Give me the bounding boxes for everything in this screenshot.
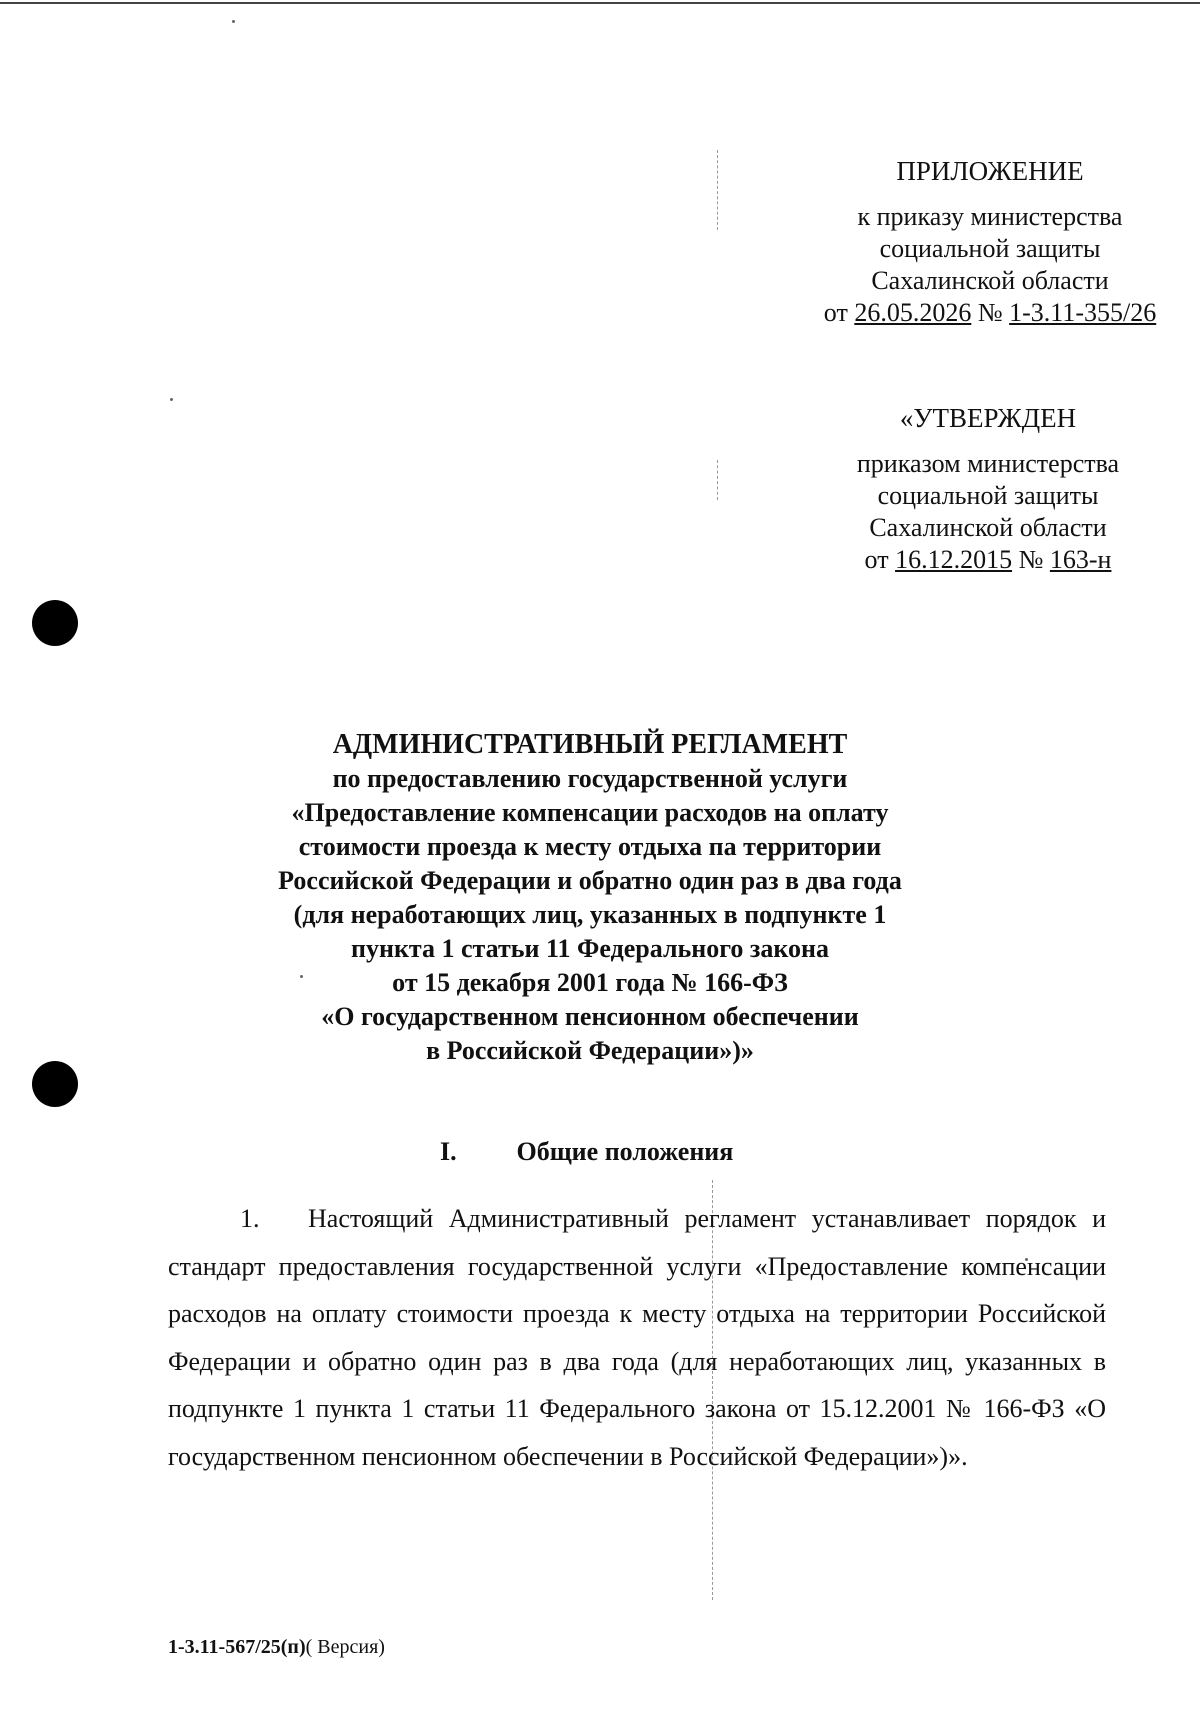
scan-speck [232,20,235,23]
document-title [220,728,960,1068]
fold-line [717,460,718,500]
approved-line: социальной защиты [877,481,1099,510]
title-line: по предоставлению государственной услуги [332,764,848,793]
order-date: 26.05.2026 [854,298,972,327]
appendix-heading: ПРИЛОЖЕНИЕ [896,156,1084,186]
approved-line: приказом министерства [856,449,1120,478]
paragraph-text: Настоящий Административный регламент устанавливает порядок и стандарт предоставления государственной услуги «Предоставление компенсации расходов на оплату стоимости проезда к месту отдыха на территории Российской Федерации и обратно один раз в два года (для неработающих лиц, указанных в подпункте 1 пункта 1 статьи 11 Федерального закона от 15.12.2001 № 166-ФЗ «О государственном пенсионном обеспечении в Российской Федерации»)». [168,1204,1106,1471]
approved-block [778,402,1198,576]
order-number: 1-3.11-355/26 [1009,298,1157,327]
number-prefix: № [977,298,1003,327]
appendix-block [780,155,1200,329]
document-code: 1-3.11-567/25(п) [168,1636,306,1658]
title-line: Российской Федерации и обратно один раз в два года [278,866,902,895]
document-version: ( Версия) [305,1636,385,1658]
punch-hole-mark [32,1061,78,1107]
date-prefix: от [823,298,848,327]
order-date: 16.12.2015 [895,545,1013,574]
scan-top-edge [0,2,1200,4]
paragraph-1 [168,1195,1106,1480]
section-heading [440,1137,733,1167]
title-line: «О государственном пенсионном обеспечении [321,1002,859,1031]
section-title: Общие положения [516,1137,734,1166]
appendix-line: социальной защиты [879,234,1101,263]
fold-line [717,150,718,230]
approved-date-line [778,544,1198,576]
title-main: АДМИНИСТРАТИВНЫЙ РЕГЛАМЕНТ [332,729,848,760]
title-line: стоимости проезда к месту отдыха па территории [298,832,882,861]
number-prefix: № [1018,545,1044,574]
approved-heading: «УТВЕРЖДЕН [899,403,1077,433]
appendix-line: Сахалинской области [871,266,1109,295]
punch-hole-mark [32,600,78,646]
order-number: 163-н [1049,545,1112,574]
title-line: пункта 1 статьи 11 Федерального закона [350,934,829,963]
section-number: I. [440,1137,457,1166]
appendix-date-line [780,297,1200,329]
appendix-line: к приказу министерства [857,202,1123,231]
title-line: от 15 декабря 2001 года № 166-ФЗ [392,968,788,997]
title-line: «Предоставление компенсации расходов на оплату [291,798,889,827]
approved-line: Сахалинской области [869,513,1107,542]
scan-speck [170,398,173,401]
paragraph-number: 1. [240,1204,260,1233]
date-prefix: от [864,545,889,574]
title-line: (для неработающих лиц, указанных в подпункте 1 [293,900,887,929]
title-line: в Российской Федерации»)» [426,1036,754,1065]
document-footer [168,1636,385,1659]
